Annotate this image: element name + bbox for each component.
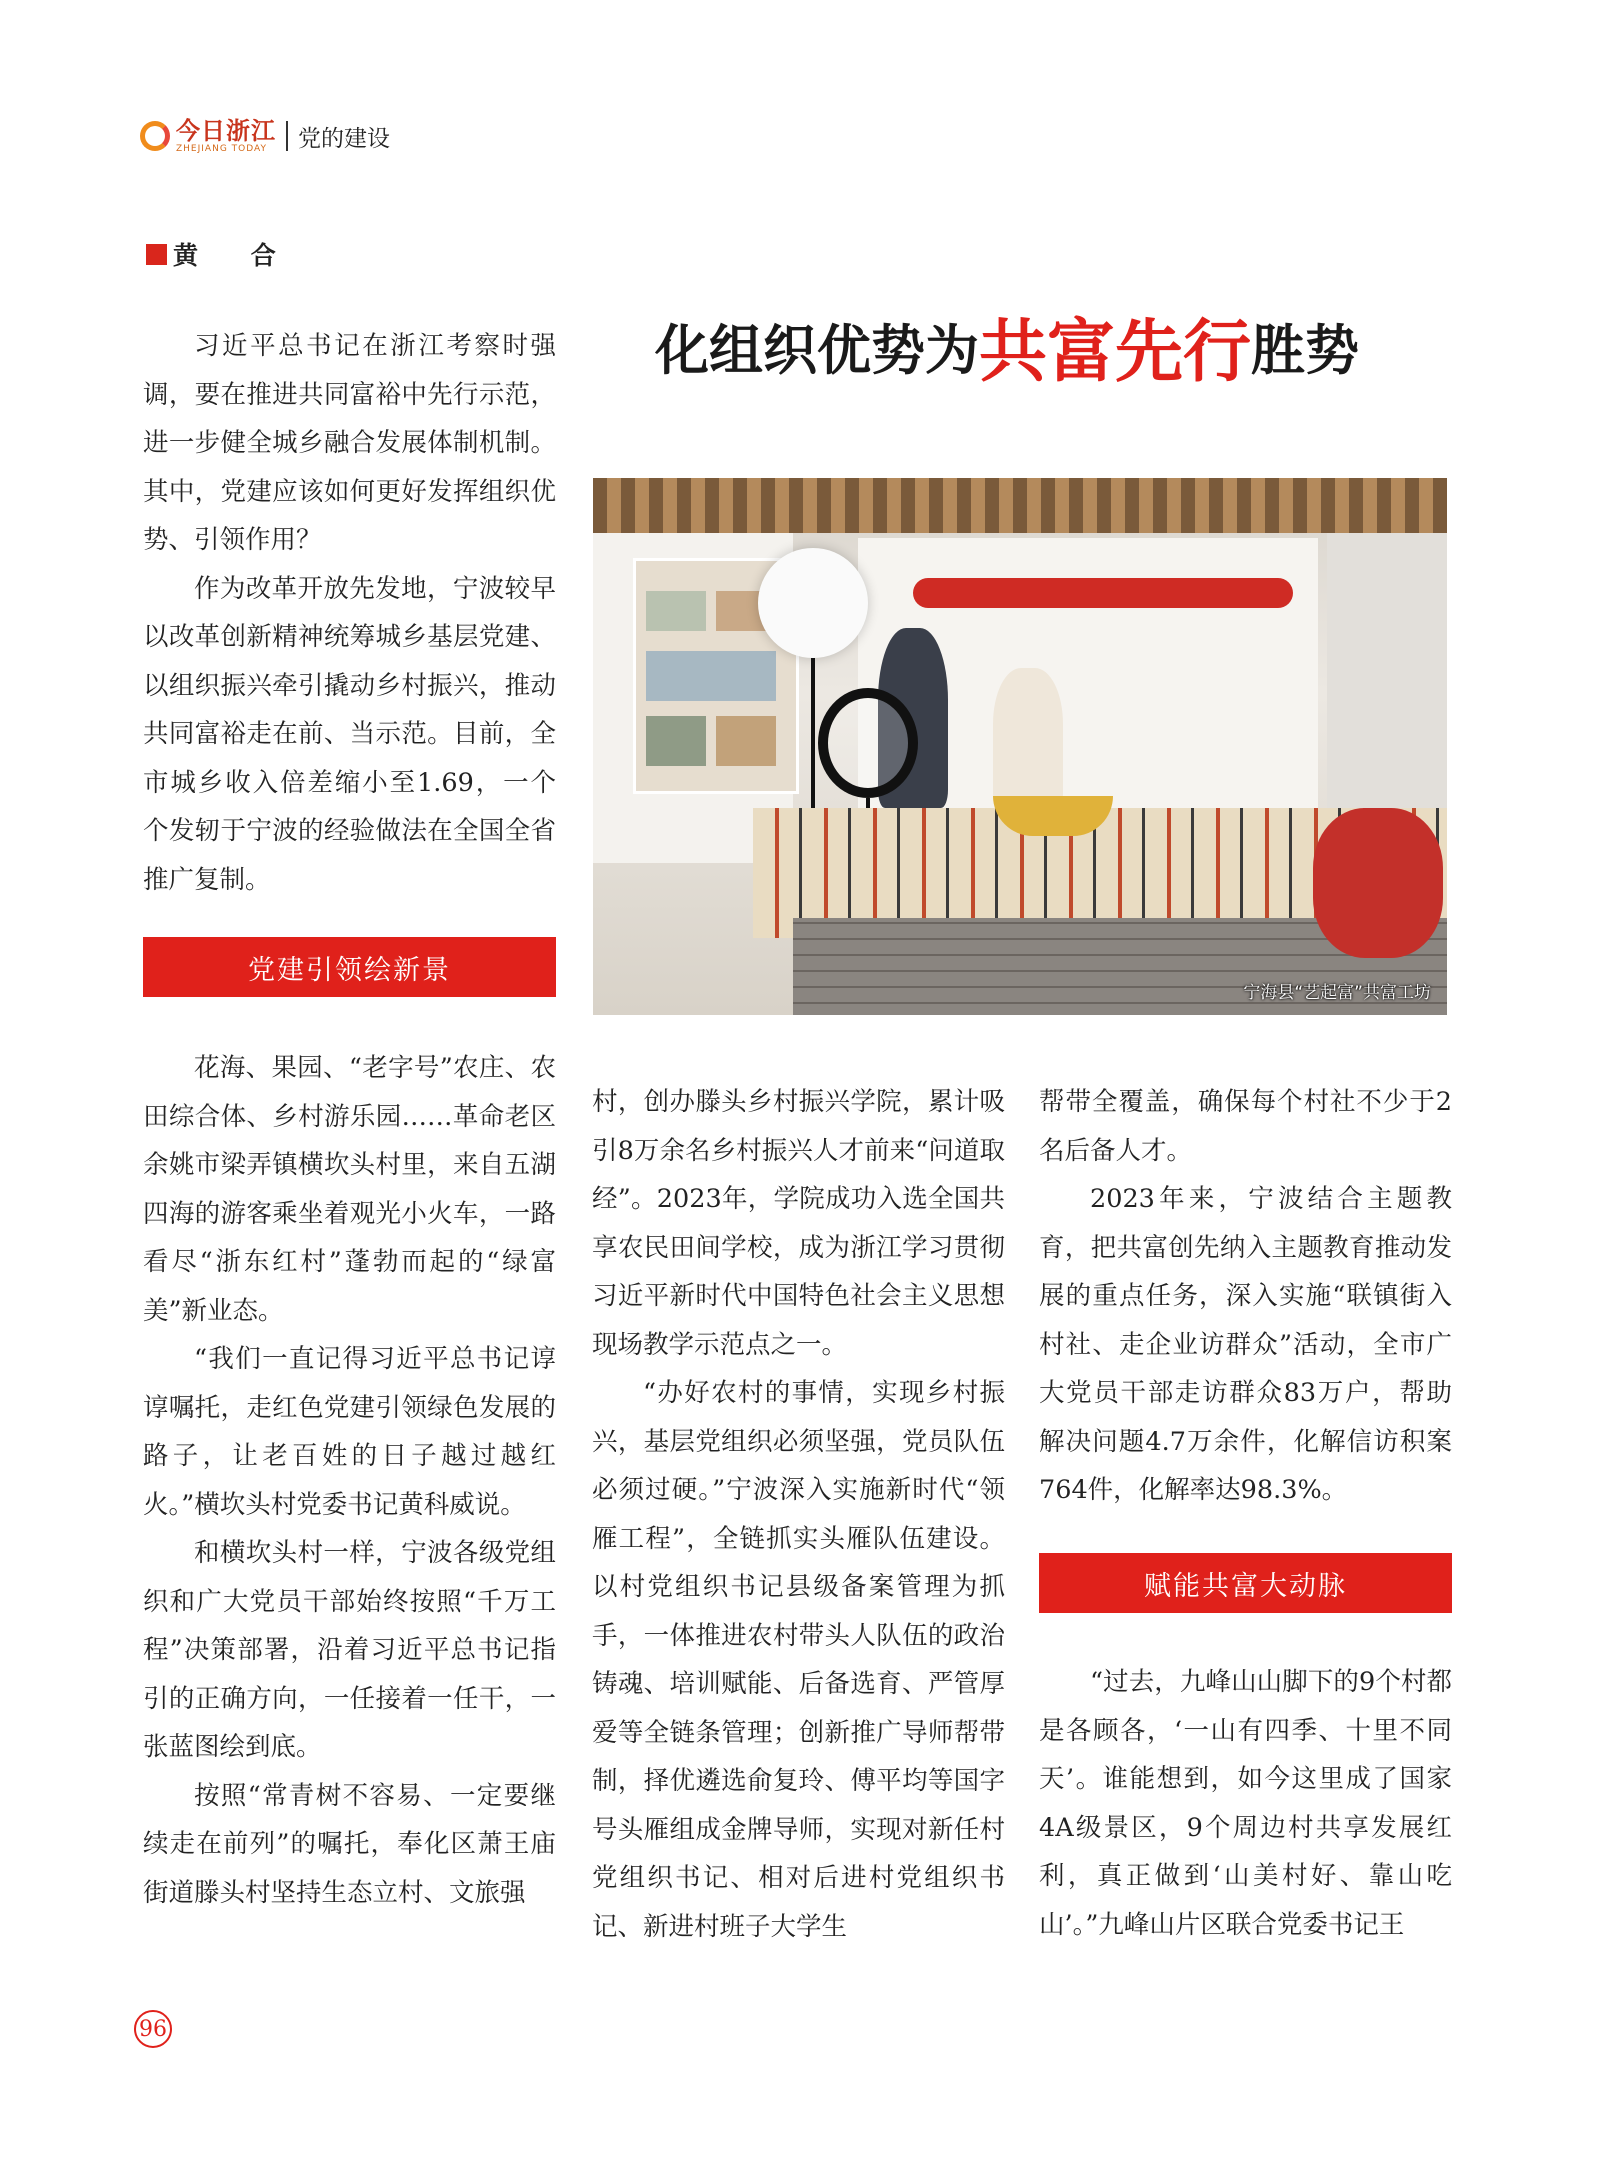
red-square-icon — [146, 244, 167, 265]
middle-column — [592, 1078, 1005, 1951]
headline-part2: 胜势 — [1251, 317, 1360, 382]
paragraph: “我们一直记得习近平总书记谆谆嘱托，走红色党建引领绿色发展的路子，让老百姓的日子越过越红火。”横坎头村党委书记黄科威说。 — [143, 1344, 556, 1520]
byline — [146, 236, 298, 272]
paragraph: 帮带全覆盖，确保每个村社不少于2名后备人才。 — [1039, 1087, 1452, 1166]
photo-ceiling — [593, 478, 1447, 533]
left-column-intro — [143, 322, 556, 904]
page-number: 96 — [134, 2010, 172, 2048]
photo-tiger-craft — [1313, 808, 1443, 958]
logo-subtext: ZHEJIANG TODAY — [176, 143, 267, 154]
paragraph: “办好农村的事情，实现乡村振兴，基层党组织必须坚强，党员队伍必须过硬。”宁波深入实施新时代“领雁工程”，全链抓实头雁队伍建设。以村党组织书记县级备案管理为抓手，一体推进农村带头人队伍的政治铸魂、培训赋能、后备选育、严管厚爱等全链条管理；创新推广导师帮带制，择优遴选俞复玲、傅平均等国字号头雁组成金牌导师，实现对新任村党组织书记、相对后进村党组织书记、新进村班子大学生 — [592, 1378, 1005, 1942]
page-header — [140, 114, 390, 158]
headline-part1: 化组织优势为 — [655, 317, 979, 382]
magazine-logo — [140, 115, 276, 154]
right-column-bottom — [1039, 1658, 1452, 1949]
paragraph: 习近平总书记在浙江考察时强调，要在推进共同富裕中先行示范，进一步健全城乡融合发展体制机制。其中，党建应该如何更好发挥组织优势、引领作用？ — [143, 331, 556, 555]
header-divider — [286, 121, 288, 151]
paragraph: “过去，九峰山山脚下的9个村都是各顾各，‘一山有四季、十里不同天’。谁能想到，如今这里成了国家4A级景区，9个周边村共享发展红利，真正做到‘山美村好、靠山吃山’。”九峰山片区联合党委书记王 — [1039, 1667, 1452, 1940]
article-photo — [593, 478, 1447, 1015]
paragraph: 和横坎头村一样，宁波各级党组织和广大党员干部始终按照“千万工程”决策部署，沿着习近平总书记指引的正确方向，一任接着一任干，一张蓝图绘到底。 — [143, 1538, 556, 1762]
paragraph: 花海、果园、“老字号”农庄、农田综合体、乡村游乐园……革命老区余姚市梁弄镇横坎头村里，来自五湖四海的游客乘坐着观光小火车，一路看尽“浙东红村”蓬勃而起的“绿富美”新业态。 — [143, 1053, 556, 1326]
headline-highlight: 共富先行 — [979, 311, 1252, 392]
paragraph: 村，创办滕头乡村振兴学院，累计吸引8万余名乡村振兴人才前来“问道取经”。2023年，学院成功入选全国共享农民田间学校，成为浙江学习贯彻习近平新时代中国特色社会主义思想现场教学示范点之一。 — [592, 1087, 1005, 1360]
photo-red-banner — [913, 578, 1293, 608]
logo-text: 今日浙江 — [176, 115, 276, 145]
logo-swirl-icon — [140, 121, 170, 151]
section-name: 党的建设 — [298, 125, 390, 152]
paragraph: 按照“常青树不容易、一定要继续走在前列”的嘱托，奉化区萧王庙街道滕头村坚持生态立村、文旅强 — [143, 1780, 556, 1908]
section-title-2: 赋能共富大动脉 — [1039, 1553, 1452, 1613]
right-column-top — [1039, 1078, 1452, 1515]
article-headline — [655, 306, 1415, 392]
paragraph: 作为改革开放先发地，宁波较早以改革创新精神统筹城乡基层党建、以组织振兴牵引撬动乡村振兴，推动共同富裕走在前、当示范。目前，全市城乡收入倍差缩小至1.69，一个个发轫于宁波的经验做法在全国全省推广复制。 — [143, 573, 556, 895]
photo-ring-light — [818, 688, 918, 798]
photo-softbox-light — [758, 548, 868, 658]
left-column-body — [143, 1044, 556, 1917]
photo-caption: 宁海县“艺起富”共富工坊 — [1243, 983, 1431, 1003]
paragraph: 2023年来，宁波结合主题教育，把共富创先纳入主题教育推动发展的重点任务，深入实施“联镇街入村社、走企业访群众”活动，全市广大党员干部走访群众83万户，帮助解决问题4.7万余件，化解信访积案764件，化解率达98.3%。 — [1039, 1184, 1452, 1505]
section-title-1: 党建引领绘新景 — [143, 937, 556, 997]
photo-person-woman — [993, 668, 1063, 808]
author-name: 黄 合 — [173, 241, 298, 270]
